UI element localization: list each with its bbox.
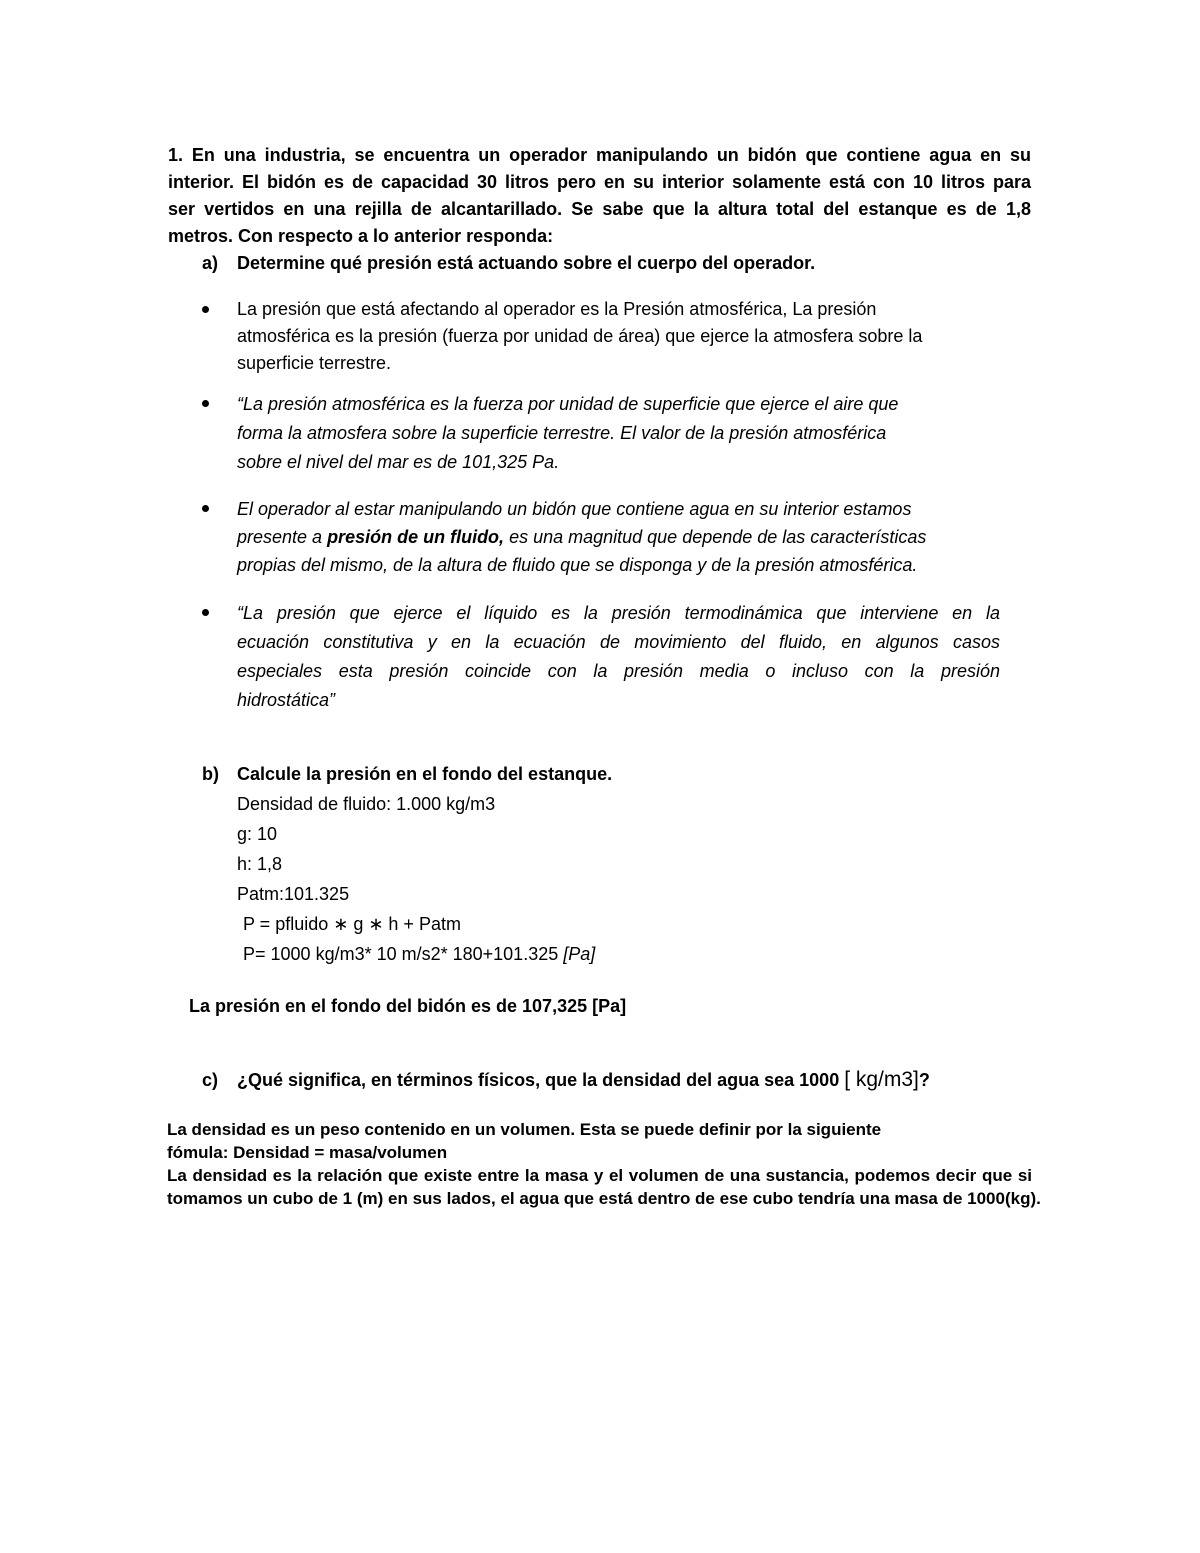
bullet-2-line-1: “La presión atmosférica es la fuerza por unidad de superficie que ejerce el aire que (237, 394, 899, 414)
part-c-marker: c) (202, 1070, 219, 1090)
bullet-4-line-4: hidrostática” (237, 690, 336, 710)
bullet-2-line-3: sobre el nivel del mar es de 101,325 Pa. (237, 452, 560, 472)
answer-c-line-3: La densidad es la relación que existe entre la masa y el volumen de una sustancia, podemos decir que si (167, 1166, 1032, 1185)
bullet-4-line-3: especiales esta presión coincide con la presión media o incluso con la presión (237, 661, 1000, 681)
part-c-heading-unit: [ kg/m3] (844, 1068, 919, 1091)
part-a-marker: a) (202, 253, 219, 273)
question-line-2: interior. El bidón es de capacidad 30 litros pero en su interior solamente está con 10 litros para (168, 172, 1031, 192)
bullet-2-line-2: forma la atmosfera sobre la superficie terrestre. El valor de la presión atmosférica (237, 423, 887, 443)
bullet-icon (202, 505, 209, 512)
substitution-unit: [Pa] (563, 944, 596, 964)
gravity-value: g: 10 (237, 824, 278, 844)
bullet-1-line-3: superficie terrestre. (237, 353, 392, 373)
question-line-4: metros. Con respecto a lo anterior responda: (168, 226, 554, 246)
bullet-icon (202, 306, 209, 313)
pressure-formula: P = pfluido ∗ g ∗ h + Patm (243, 914, 461, 934)
question-line-3: ser vertidos en una rejilla de alcantarillado. Se sabe que la altura total del estanque es de 1,8 (168, 199, 1031, 219)
bullet-1-line-1: La presión que está afectando al operador es la Presión atmosférica, La presión (237, 299, 877, 319)
substitution-expression: P= 1000 kg/m3* 10 m/s2* 180+101.325 (243, 944, 564, 964)
patm-value: Patm:101.325 (237, 884, 350, 904)
bullet-3-line-2 (237, 525, 926, 549)
part-a-heading: Determine qué presión está actuando sobre el cuerpo del operador. (237, 253, 816, 273)
fluid-pressure-term: presión de un fluido, (327, 527, 505, 547)
part-c-heading-text: ¿Qué significa, en términos físicos, que la densidad del agua sea 1000 (237, 1070, 845, 1090)
bullet-3-line-2-post: es una magnitud que depende de las características (504, 527, 927, 547)
bullet-icon (202, 609, 209, 616)
density-value: Densidad de fluido: 1.000 kg/m3 (237, 794, 496, 814)
bullet-3-line-2-pre: presente a (237, 527, 328, 547)
part-c-heading-end: ? (918, 1070, 930, 1090)
part-b-result: La presión en el fondo del bidón es de 107,325 [Pa] (189, 996, 627, 1016)
bullet-3-line-3: propias del mismo, de la altura de fluido que se disponga y de la presión atmosférica. (237, 555, 918, 575)
bullet-4-line-1: “La presión que ejerce el líquido es la presión termodinámica que interviene en la (237, 603, 1000, 623)
bullet-icon (202, 400, 209, 407)
bullet-3-line-1: El operador al estar manipulando un bidón que contiene agua en su interior estamos (237, 499, 912, 519)
part-b-marker: b) (202, 764, 219, 784)
bullet-1-line-2: atmosférica es la presión (fuerza por unidad de área) que ejerce la atmosfera sobre la (237, 326, 923, 346)
answer-c-line-2: fómula: Densidad = masa/volumen (167, 1143, 448, 1162)
height-value: h: 1,8 (237, 854, 283, 874)
pressure-substitution (243, 942, 595, 966)
answer-c-line-1: La densidad es un peso contenido en un volumen. Esta se puede definir por la siguiente (167, 1120, 882, 1139)
part-b-heading: Calcule la presión en el fondo del estanque. (237, 764, 613, 784)
part-c-heading (237, 1068, 930, 1092)
bullet-4-line-2: ecuación constitutiva y en la ecuación de movimiento del fluido, en algunos casos (237, 632, 1000, 652)
answer-c-line-4: tomamos un cubo de 1 (m) en sus lados, el agua que está dentro de ese cubo tendría una masa de 1000(kg). (167, 1189, 1041, 1208)
question-line-1: 1. En una industria, se encuentra un operador manipulando un bidón que contiene agua en su (168, 145, 1031, 165)
